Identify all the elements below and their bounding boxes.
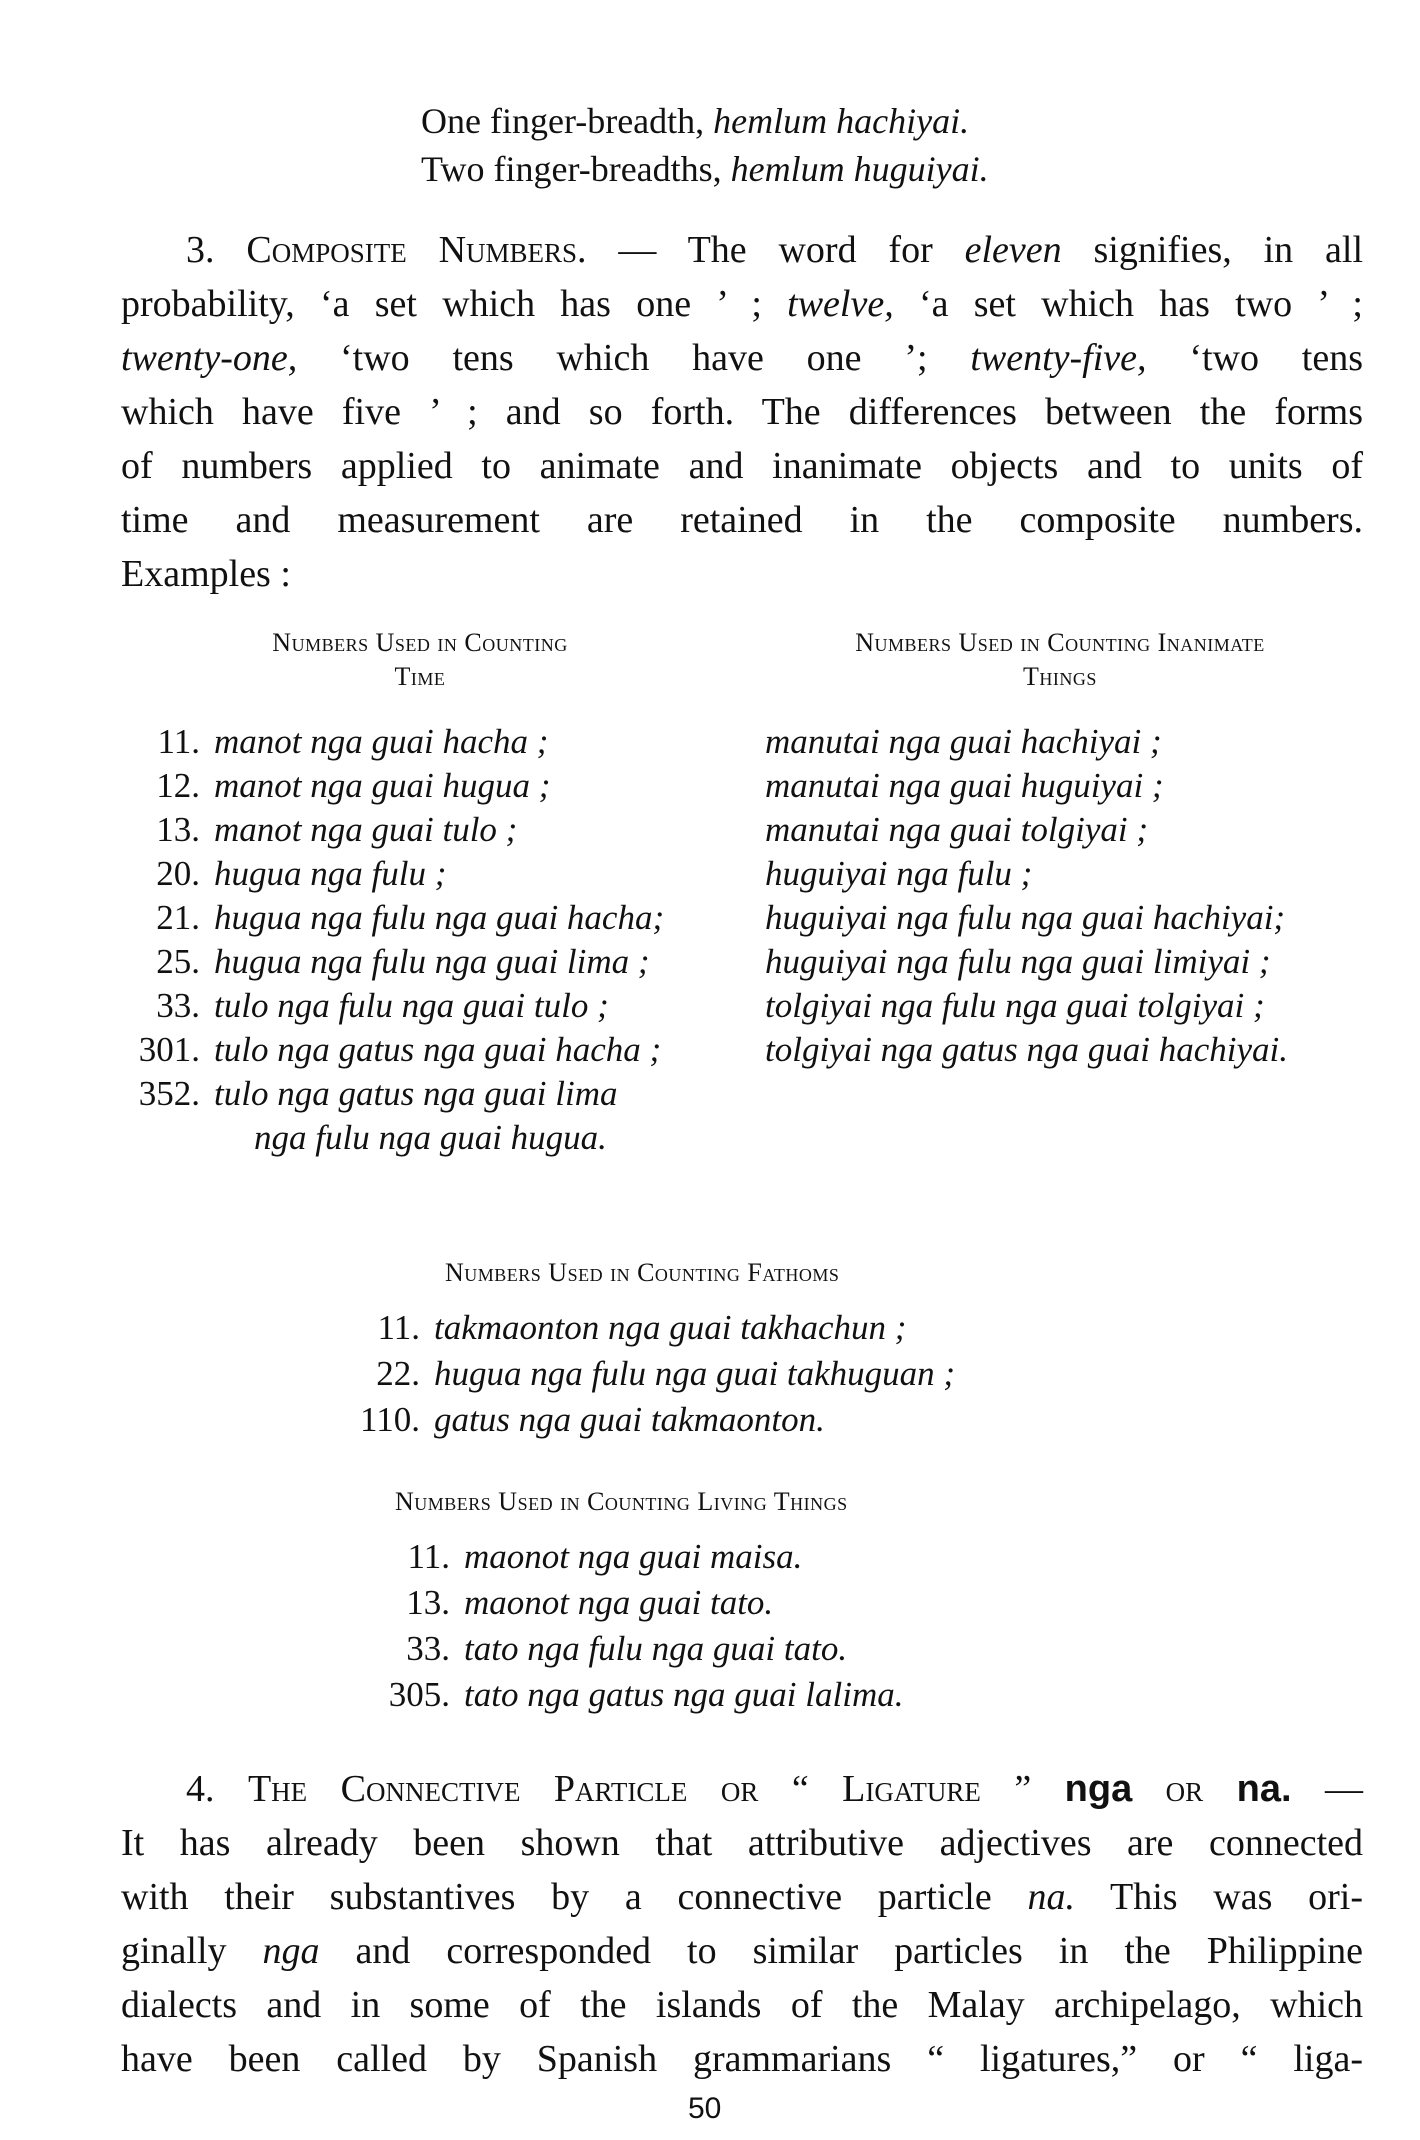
- heading-line: Things: [1023, 662, 1097, 691]
- paragraph-line: [121, 277, 1363, 331]
- row-text: hugua nga fulu nga guai takhuguan ;: [434, 1354, 956, 1393]
- seg: ‘two tens which have one ’;: [297, 337, 971, 379]
- section-4-heading-line: [186, 1762, 1363, 1816]
- example-row: [110, 1118, 607, 1158]
- seg: This was ori-: [1074, 1876, 1363, 1918]
- seg: which have five ’ ; and so forth. The differences between the forms: [121, 391, 1363, 433]
- row-text: tato nga gatus nga guai lalima.: [464, 1675, 904, 1714]
- paragraph-line: [121, 547, 291, 601]
- section-heading: The Connective Particle or “ Ligature ”: [247, 1768, 1065, 1810]
- example-row: [360, 1629, 847, 1669]
- seg: ‘a set which has two ’ ;: [893, 283, 1363, 325]
- line-text: One finger-breadth,: [421, 101, 714, 141]
- example-row: manutai nga guai huguiyai ;: [765, 766, 1164, 805]
- table-inanimate-heading: [760, 628, 1360, 692]
- seg: twelve,: [787, 283, 894, 325]
- row-number: 25.: [156, 942, 200, 981]
- example-row: [110, 810, 517, 850]
- page-number: 50: [688, 2092, 722, 2125]
- example-row: tolgiyai nga fulu nga guai tolgiyai ;: [765, 986, 1265, 1025]
- section-3-first-line: [186, 223, 1363, 277]
- em-dash: —: [586, 229, 688, 271]
- seg: of numbers applied to animate and inanimate objects and to units of: [121, 445, 1363, 487]
- row-number: 11.: [377, 1308, 420, 1347]
- row-number: 22.: [376, 1354, 420, 1393]
- em-dash: —: [1291, 1768, 1364, 1810]
- paragraph-line: [121, 439, 1363, 493]
- row-number: 352.: [138, 1074, 200, 1113]
- example-row: huguiyai nga fulu nga guai limiyai ;: [765, 942, 1271, 981]
- row-number: 11.: [407, 1537, 450, 1576]
- native-term: hemlum huguiyai.: [730, 149, 989, 189]
- seg: probability, ‘a set which has one ’ ;: [121, 283, 788, 325]
- example-row: [110, 722, 548, 762]
- seg: dialects and in some of the islands of the Malay archipelago, which: [121, 1984, 1363, 2026]
- row-text: takmaonton nga guai takhachun ;: [434, 1308, 907, 1347]
- example-row: manutai nga guai hachiyai ;: [765, 722, 1162, 761]
- row-text: manot nga guai tulo ;: [214, 810, 518, 849]
- example-row: [110, 854, 446, 894]
- example-row: [330, 1308, 906, 1348]
- section-number: 4.: [186, 1768, 215, 1810]
- seg: nga: [262, 1930, 320, 1972]
- seg: Examples :: [121, 553, 291, 595]
- row-number: 11.: [157, 722, 200, 761]
- seg: na.: [1027, 1876, 1075, 1918]
- row-text: tulo nga fulu nga guai tulo ;: [214, 986, 609, 1025]
- paragraph-line: [121, 2032, 1363, 2086]
- example-row: [110, 986, 609, 1026]
- paragraph-line: [121, 1924, 1363, 1978]
- paragraph-line: [121, 331, 1363, 385]
- example-row: huguiyai nga fulu ;: [765, 854, 1033, 893]
- row-text: hugua nga fulu nga guai lima ;: [214, 942, 650, 981]
- example-row: [360, 1675, 903, 1715]
- row-text: manot nga guai hacha ;: [214, 722, 549, 761]
- row-number: 33.: [156, 986, 200, 1025]
- row-number: 12.: [156, 766, 200, 805]
- row-text: manot nga guai hugua ;: [214, 766, 551, 805]
- row-number: 21.: [156, 898, 200, 937]
- example-row: [110, 898, 664, 938]
- row-text: hugua nga fulu nga guai hacha;: [214, 898, 665, 937]
- native-term: hemlum hachiyai.: [713, 101, 970, 141]
- row-text: tulo nga gatus nga guai lima: [214, 1074, 618, 1113]
- row-text: maonot nga guai tato.: [464, 1583, 774, 1622]
- seg: ‘two tens: [1146, 337, 1363, 379]
- paragraph-line: [121, 1816, 1363, 1870]
- seg: eleven: [964, 229, 1062, 271]
- or-text: or: [1132, 1768, 1237, 1810]
- section-number: 3.: [186, 229, 215, 271]
- row-text: nga fulu nga guai hugua.: [254, 1118, 607, 1157]
- row-number: 13.: [406, 1583, 450, 1622]
- particle-na: na.: [1236, 1768, 1292, 1810]
- example-row: [360, 1537, 802, 1577]
- paragraph-line: [121, 1870, 1363, 1924]
- particle-nga: nga: [1064, 1768, 1133, 1810]
- two-finger-breadths-line: [421, 148, 989, 190]
- paragraph-line: [121, 385, 1363, 439]
- seg: signifies, in all: [1061, 229, 1363, 271]
- heading-line: Numbers Used in Counting Inanimate: [855, 628, 1265, 657]
- example-row: [110, 1030, 661, 1070]
- finger-breadth-line: [421, 100, 969, 142]
- table-living-heading: Numbers Used in Counting Living Things: [395, 1487, 848, 1516]
- section-heading: Composite Numbers.: [246, 229, 587, 271]
- example-row: [360, 1583, 773, 1623]
- row-number: 305.: [388, 1675, 450, 1714]
- example-row: [110, 766, 550, 806]
- heading-line: Time: [394, 662, 446, 691]
- line-text: Two finger-breadths,: [421, 149, 731, 189]
- example-row: manutai nga guai tolgiyai ;: [765, 810, 1149, 849]
- table-fathoms-heading: Numbers Used in Counting Fathoms: [445, 1258, 840, 1287]
- example-row: [110, 942, 650, 982]
- row-number: 301.: [138, 1030, 200, 1069]
- seg: twenty-one,: [121, 337, 298, 379]
- seg: have been called by Spanish grammarians “ ligatures,” or “ liga-: [121, 2038, 1363, 2080]
- seg: with their substantives by a connective particle: [121, 1876, 1028, 1918]
- example-row: [330, 1400, 825, 1440]
- row-text: gatus nga guai takmaonton.: [434, 1400, 825, 1439]
- paragraph-line: [121, 493, 1363, 547]
- paragraph-line: [121, 1978, 1363, 2032]
- example-row: [330, 1354, 955, 1394]
- row-number: 33.: [406, 1629, 450, 1668]
- seg: and corresponded to similar particles in the Philippine: [319, 1930, 1363, 1972]
- row-text: tulo nga gatus nga guai hacha ;: [214, 1030, 662, 1069]
- seg: twenty-five,: [970, 337, 1147, 379]
- row-text: hugua nga fulu ;: [214, 854, 447, 893]
- row-number: 13.: [156, 810, 200, 849]
- row-number: 20.: [156, 854, 200, 893]
- example-row: tolgiyai nga gatus nga guai hachiyai.: [765, 1030, 1289, 1069]
- example-row: huguiyai nga fulu nga guai hachiyai;: [765, 898, 1286, 937]
- row-text: tato nga fulu nga guai tato.: [464, 1629, 848, 1668]
- seg: time and measurement are retained in the composite numbers.: [121, 499, 1363, 541]
- example-row: [110, 1074, 618, 1114]
- seg: ginally: [121, 1930, 263, 1972]
- table-time-heading: [200, 628, 640, 692]
- seg: The word for: [687, 229, 965, 271]
- seg: It has already been shown that attributive adjectives are connected: [121, 1822, 1363, 1864]
- heading-line: Numbers Used in Counting: [272, 628, 568, 657]
- row-text: maonot nga guai maisa.: [464, 1537, 803, 1576]
- row-number: 110.: [360, 1400, 420, 1439]
